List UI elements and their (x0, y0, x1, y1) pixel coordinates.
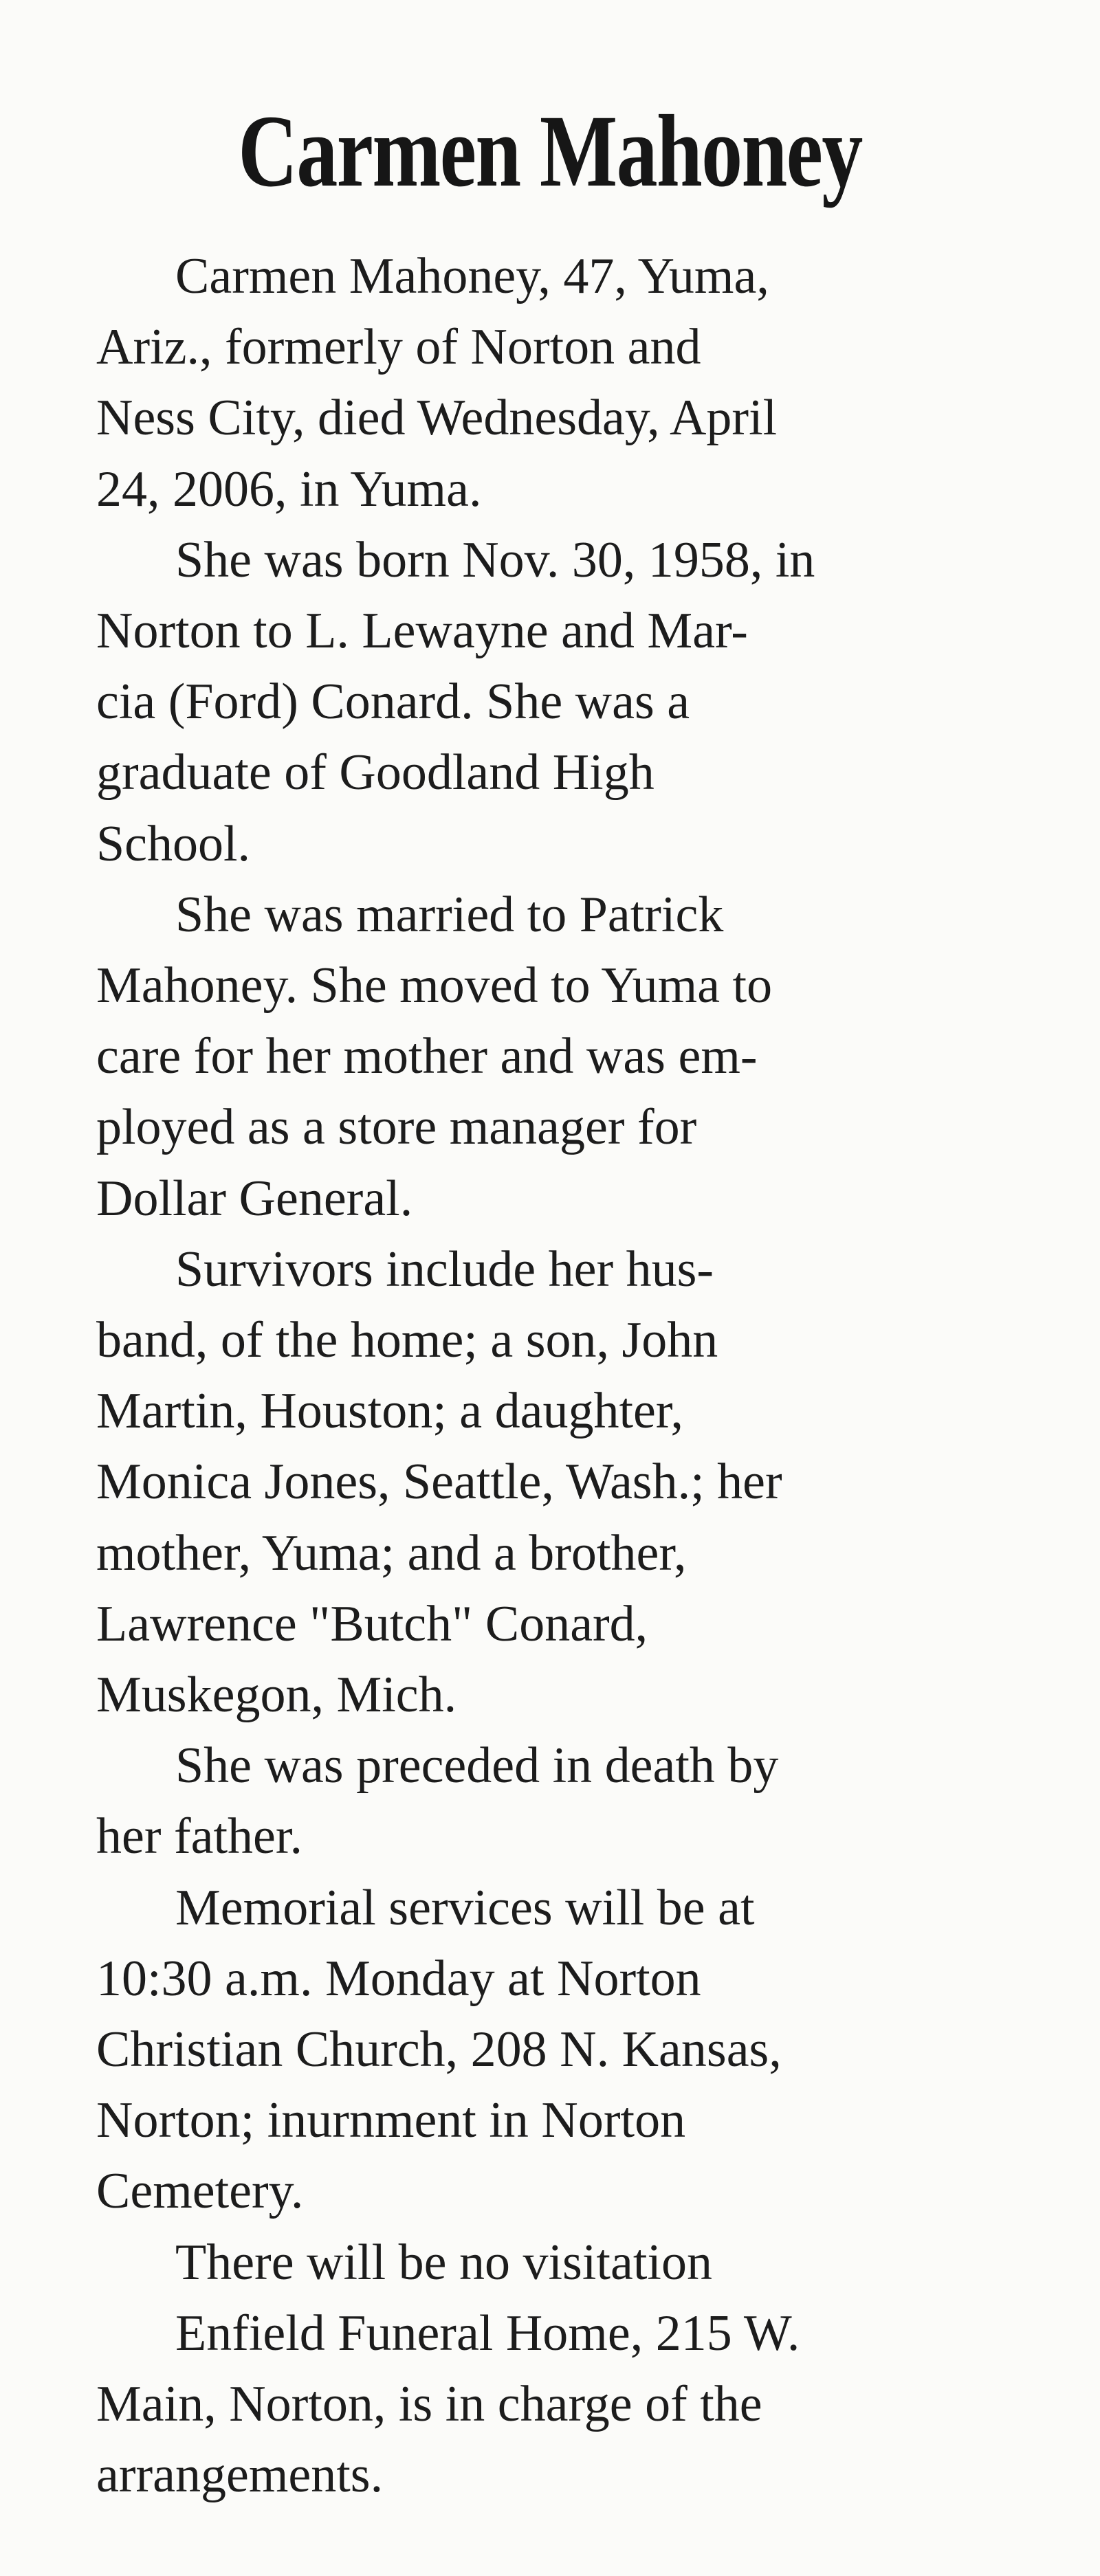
obituary-line: Main, Norton, is in charge of the (96, 2376, 762, 2432)
obituary-line: Carmen Mahoney, 47, Yuma, (175, 248, 769, 304)
obituary-line: Monica Jones, Seattle, Wash.; her (96, 1454, 782, 1511)
obituary-line: graduate of Goodland High (96, 744, 654, 801)
obituary-line: School. (96, 815, 251, 872)
obituary-line: Enfield Funeral Home, 215 W. (175, 2305, 800, 2362)
obituary-line: She was married to Patrick (175, 886, 724, 943)
obituary-line: care for her mother and was em- (96, 1028, 758, 1085)
obituary-line: Ness City, died Wednesday, April (96, 390, 778, 447)
obituary-headline: Carmen Mahoney (238, 94, 862, 208)
obituary-line: cia (Ford) Conard. She was a (96, 674, 690, 731)
obituary-line: ployed as a store manager for (96, 1099, 697, 1156)
obituary-line: arrangements. (96, 2447, 384, 2504)
obituary-line: band, of the home; a son, John (96, 1312, 718, 1368)
obituary-line: Christian Church, 208 N. Kansas, (96, 2021, 782, 2078)
obituary-line: Ariz., formerly of Norton and (96, 319, 701, 376)
obituary-line: Lawrence "Butch" Conard, (96, 1595, 648, 1652)
obituary-line: Dollar General. (96, 1170, 413, 1227)
obituary-line: mother, Yuma; and a brother, (96, 1524, 687, 1581)
obituary-line: Norton to L. Lewayne and Mar- (96, 603, 748, 659)
obituary-line: Norton; inurnment in Norton (96, 2092, 686, 2149)
obituary-line: Cemetery. (96, 2163, 304, 2220)
obituary-line: 10:30 a.m. Monday at Norton (96, 1950, 701, 2007)
obituary-line: her father. (96, 1808, 302, 1865)
obituary-line: There will be no visitation (175, 2234, 712, 2291)
obituary-line: She was born Nov. 30, 1958, in (175, 531, 815, 588)
obituary-line: Survivors include her hus- (175, 1241, 714, 1298)
obituary-line: Mahoney. She moved to Yuma to (96, 957, 773, 1014)
obituary-line: 24, 2006, in Yuma. (96, 460, 482, 518)
obituary-line: Memorial services will be at (175, 1879, 755, 1936)
obituary-line: She was preceded in death by (175, 1737, 779, 1795)
obituary-line: Muskegon, Mich. (96, 1667, 457, 1723)
obituary-line: Martin, Houston; a daughter, (96, 1383, 684, 1440)
